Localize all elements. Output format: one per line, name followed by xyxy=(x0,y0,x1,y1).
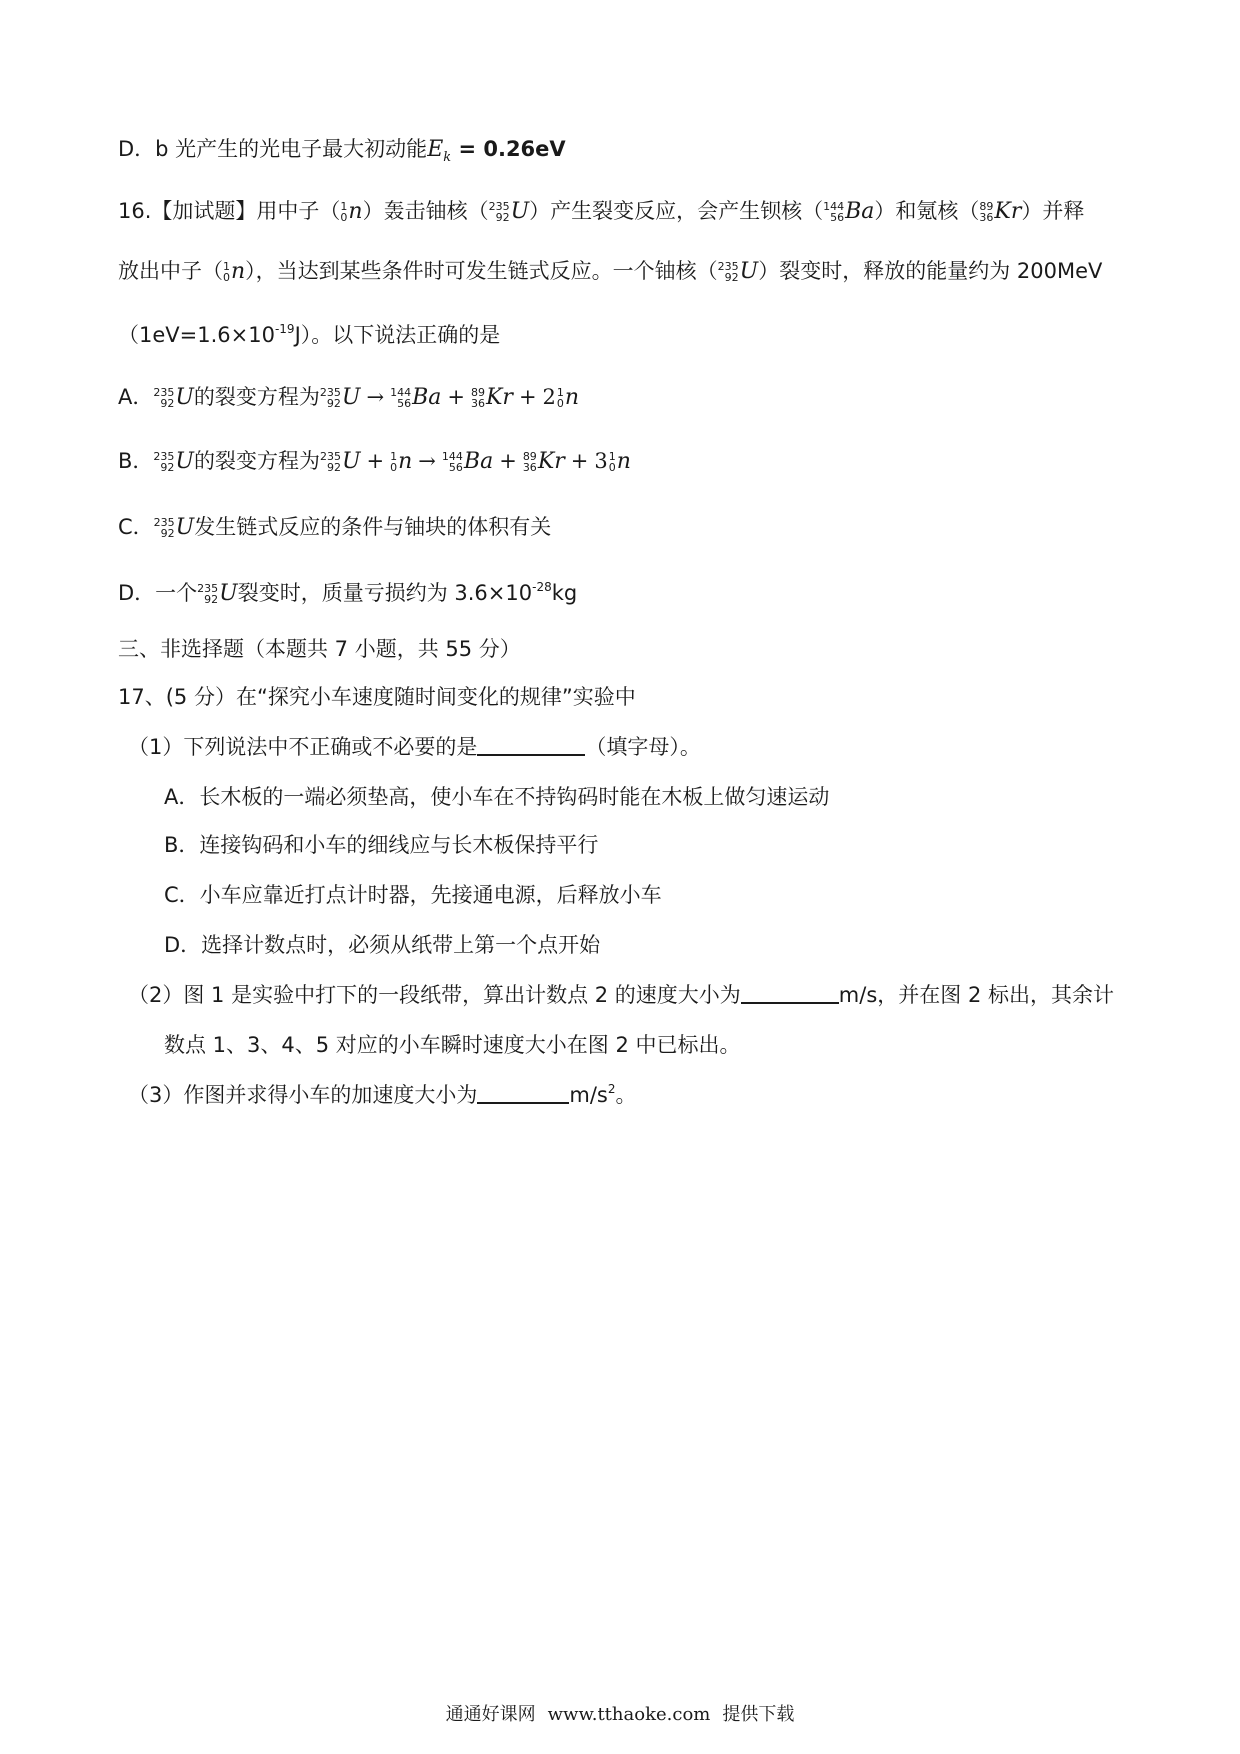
q16-stem-text: ）和氪核（ xyxy=(874,199,980,223)
q17-option-c: C．小车应靠近打点计时器，先接通电源，后释放小车 xyxy=(164,883,662,907)
answer-blank[interactable] xyxy=(477,1080,569,1104)
q16-stem-line2 xyxy=(118,256,1102,287)
q16-option-b xyxy=(118,446,631,477)
q16-stem-text: ）轰击铀核（ xyxy=(362,199,489,223)
q15-option-d-text: b 光产生的光电子最大初动能 xyxy=(155,137,428,161)
q15-ek-symbol: E xyxy=(427,137,444,162)
option-label: C． xyxy=(118,515,154,539)
page-footer xyxy=(0,1700,1240,1726)
exponent: -19 xyxy=(274,322,295,336)
nuclide-uranium: 235 92 U xyxy=(717,259,759,284)
q17-part2-text: （2）图 1 是实验中打下的一段纸带，算出计数点 2 的速度大小为 xyxy=(128,983,741,1007)
q16-option-a xyxy=(118,382,579,413)
nuclide-neutron: 1 0 n xyxy=(340,199,363,224)
nuclide-barium: 144 56 Ba xyxy=(441,449,494,474)
q17-option-a: A．长木板的一端必须垫高，使小车在不持钩码时能在木板上做匀速运动 xyxy=(164,785,830,809)
exponent: -28 xyxy=(532,580,552,594)
option-text: 发生链式反应的条件与铀块的体积有关 xyxy=(194,515,552,539)
arrow-symbol: → xyxy=(366,385,385,409)
answer-blank[interactable] xyxy=(477,732,585,756)
q17-part3-text: （3）作图并求得小车的加速度大小为 xyxy=(128,1083,478,1107)
nuclide-uranium: 235 92 U xyxy=(153,385,194,410)
q15-option-d-label: D． xyxy=(118,137,156,161)
q17-part3-text: 。 xyxy=(615,1083,637,1107)
option-text: 一个 xyxy=(155,581,198,605)
plus-symbol: + xyxy=(518,385,537,409)
option-text: 的裂变方程为 xyxy=(193,449,320,473)
q17-part2 xyxy=(128,980,1114,1010)
q17-option-b: B．连接钩码和小车的细线应与长木板保持平行 xyxy=(164,833,599,857)
option-text: 裂变时，质量亏损约为 3.6×10 xyxy=(237,581,533,605)
q17-part2-text: m/s，并在图 2 标出，其余计 xyxy=(838,983,1114,1007)
q16-stem-line3 xyxy=(118,320,500,350)
nuclide-uranium: 235 92 U xyxy=(153,449,194,474)
nuclide-krypton: 89 36 Kr xyxy=(522,449,565,474)
q15-ek-subscript: k xyxy=(443,150,452,166)
nuclide-uranium: 235 92 U xyxy=(488,199,530,224)
q15-ek-value: = 0.26eV xyxy=(451,137,566,161)
answer-blank[interactable] xyxy=(741,980,839,1004)
nuclide-uranium: 235 92 U xyxy=(197,581,238,606)
q17-part1 xyxy=(128,732,701,762)
q17-part3-unit: m/s xyxy=(569,1083,608,1107)
q16-stem-text: ），当达到某些条件时可发生链式反应。一个铀核（ xyxy=(245,259,718,283)
nuclide-krypton: 89 36 Kr xyxy=(470,385,513,410)
plus-symbol: + xyxy=(570,449,589,473)
q16-option-d xyxy=(118,578,577,609)
q17-part1-text: （1）下列说法中不正确或不必要的是 xyxy=(128,735,478,759)
q17-part2-continued: 数点 1、3、4、5 对应的小车瞬时速度大小在图 2 中已标出。 xyxy=(164,1033,741,1057)
plus-symbol: + xyxy=(366,449,385,473)
nuclide-uranium: 235 92 U xyxy=(153,515,195,540)
exponent: 2 xyxy=(607,1082,616,1096)
q16-stem-text: ）产生裂变反应，会产生钡核（ xyxy=(529,199,824,223)
arrow-symbol: → xyxy=(418,449,436,473)
footer-url: www.tthaoke.com xyxy=(547,1704,711,1725)
option-text: 的裂变方程为 xyxy=(193,385,320,409)
q17-part1-text: （填字母）。 xyxy=(585,735,701,759)
nuclide-neutron: 1 0 n xyxy=(556,385,580,410)
q15-option-d xyxy=(118,134,566,173)
q16-stem-text: 放出中子（ xyxy=(118,259,223,283)
option-label: D． xyxy=(118,581,156,605)
q16-stem-text: ）并释 xyxy=(1021,199,1085,223)
nuclide-uranium: 235 92 U xyxy=(319,385,361,410)
nuclide-barium: 144 56 Ba xyxy=(823,199,875,224)
q17-option-d: D．选择计数点时，必须从纸带上第一个点开始 xyxy=(164,933,601,957)
footer-note: 提供下载 xyxy=(722,1704,795,1725)
nuclide-neutron: 1 0 n xyxy=(223,259,246,284)
q17-title: 17、(5 分）在“探究小车速度随时间变化的规律”实验中 xyxy=(118,685,636,709)
nuclide-neutron: 1 0 n xyxy=(608,449,631,474)
nuclide-uranium: 235 92 U xyxy=(319,449,361,474)
coefficient: 2 xyxy=(542,385,556,409)
coefficient: 3 xyxy=(594,449,608,473)
footer-site-name: 通通好课网 xyxy=(445,1704,536,1725)
option-label: A． xyxy=(118,385,154,409)
q16-stem-text: J）。以下说法正确的是 xyxy=(294,323,501,347)
plus-symbol: + xyxy=(447,385,465,409)
plus-symbol: + xyxy=(499,449,517,473)
unit: kg xyxy=(551,581,578,605)
q16-stem-text: ）裂变时，释放的能量约为 200MeV xyxy=(758,259,1103,283)
q16-stem-text: 16.【加试题】用中子（ xyxy=(118,199,341,223)
q16-stem-text: （1eV=1.6×10 xyxy=(118,323,275,347)
section-heading: 三、非选择题（本题共 7 小题，共 55 分） xyxy=(118,637,521,661)
option-label: B． xyxy=(118,449,154,473)
nuclide-barium: 144 56 Ba xyxy=(390,385,442,410)
nuclide-neutron: 1 0 n xyxy=(390,449,413,474)
nuclide-krypton: 89 36 Kr xyxy=(979,199,1022,224)
q16-stem-line1 xyxy=(118,196,1084,227)
q17-part3 xyxy=(128,1080,636,1110)
q16-option-c xyxy=(118,512,551,543)
